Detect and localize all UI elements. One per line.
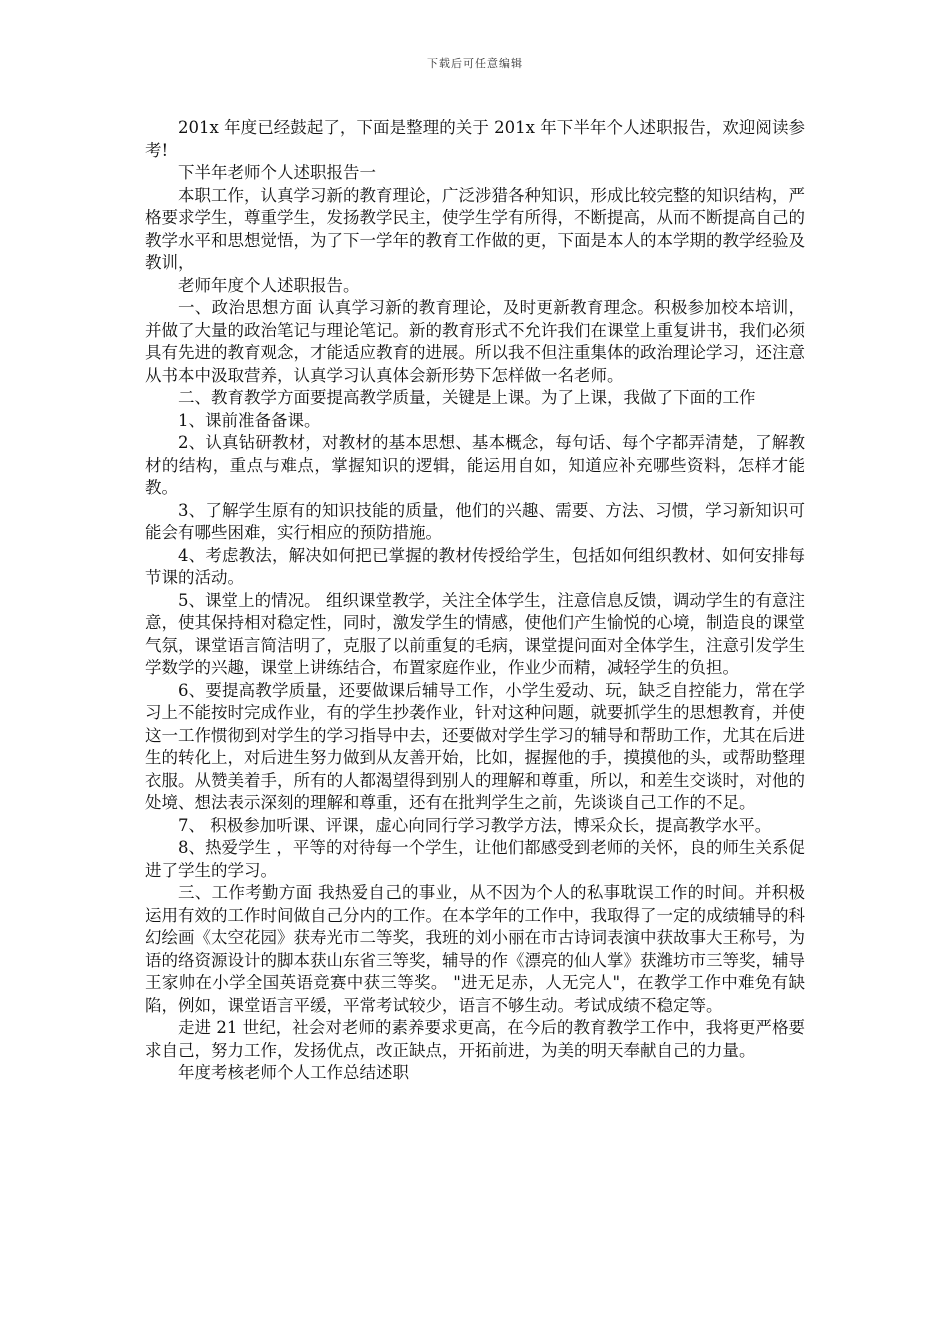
list-item: 7、 积极参加听课、评课，虚心向同行学习教学方法，博采众长，提高教学水平。 <box>178 815 772 835</box>
page-header: 下载后可任意编辑 <box>427 57 523 70</box>
body-paragraph: 走进 21 世纪，社会对老师的素养要求更高，在今后的教育教学工作中，我将更严格要求自己，努力工作，发扬优点，改正缺点，开拓前进，为美的明天奉献自己的力量。 <box>145 1018 805 1060</box>
intro-paragraph: 201x 年度已经鼓起了，下面是整理的关于 201x 年下半年个人述职报告，欢迎阅读参考! <box>145 118 805 160</box>
list-item: 3、了解学生原有的知识技能的质量，他们的兴趣、需要、方法、习惯，学习新知识可能会有哪些困难，实行相应的预防措施。 <box>145 500 805 542</box>
section-attendance: 三、工作考勤方面 我热爱自己的事业，从不因为个人的私事耽误工作的时间。并积极运用有效的工作时间做自己分内的工作。在本学年的工作中，我取得了一定的成绩辅导的科幻绘画《太空花园》获寿光市二等奖，我班的刘小丽在市古诗词表演中获故事大王称号，为语的络资源设计的脚本获山东省三等奖，辅导的作《漂亮的仙人掌》获潍坊市三等奖，辅导王家帅在小学全国英语竞赛中获三等奖。 "进无足赤，人无完人"，在教学工作中难免有缺陷，例如，课堂语言平缓，平常考试较少，语言不够生动。考试成绩不稳定等。 <box>145 883 805 1015</box>
list-item: 2、认真钻研教材，对教材的基本思想、基本概念，每句话、每个字都弄清楚，了解教材的结构，重点与难点，掌握知识的逻辑，能运用自如，知道应补充哪些资料，怎样才能教。 <box>145 433 805 497</box>
list-item: 6、要提高教学质量，还要做课后辅导工作，小学生爱动、玩，缺乏自控能力，常在学习上不能按时完成作业，有的学生抄袭作业，针对这种问题，就要抓学生的思想教育，并使这一工作惯彻到对学生的学习指导中去，还要做对学生学习的辅导和帮助工作，尤其在后进生的转化上，对后进生努力做到从友善开始，比如，握握他的手，摸摸他的头，或帮助整理衣服。从赞美着手，所有的人都渴望得到别人的理解和尊重，所以，和差生交谈时，对他的处境、想法表示深刻的理解和尊重，还有在批判学生之前，先谈谈自己工作的不足。 <box>145 680 805 812</box>
document-body <box>145 117 805 1085</box>
list-item: 4、考虑教法，解决如何把已掌握的教材传授给学生，包括如何组织教材、如何安排每节课的活动。 <box>145 545 805 587</box>
body-paragraph: 老师年度个人述职报告。 <box>178 275 360 295</box>
list-item: 1、课前准备备课。 <box>178 410 321 430</box>
section-political: 一、政治思想方面 认真学习新的教育理论，及时更新教育理念。积极参加校本培训，并做了大量的政治笔记与理论笔记。新的教育形式不允许我们在课堂上重复讲书，我们必须具有先进的教育观念，才能适应教育的进展。所以我不但注重集体的政治理论学习，还注意从书本中汲取营养，认真学习认真体会新形势下怎样做一名老师。 <box>145 298 805 385</box>
section-teaching: 二、教育教学方面要提高教学质量，关键是上课。为了上课，我做了下面的工作 <box>178 388 756 407</box>
list-item: 5、课堂上的情况。 组织课堂教学，关注全体学生，注意信息反馈，调动学生的有意注意，使其保持相对稳定性，同时，激发学生的情感，使他们产生愉悦的心境，制造良的课堂气氛，课堂语言简洁明了，克服了以前重复的毛病，课堂提问面对全体学生，注意引发学生学数学的兴趣，课堂上讲练结合，布置家庭作业，作业少而精，减轻学生的负担。 <box>145 590 805 677</box>
closing-title: 年度考核老师个人工作总结述职 <box>178 1063 409 1082</box>
body-paragraph: 本职工作，认真学习新的教育理论，广泛涉猎各种知识，形成比较完整的知识结构，严格要求学生，尊重学生，发扬教学民主，使学生学有所得，不断提高，从而不断提高自己的教学水平和思想觉悟，为了下一学年的教育工作做的更，下面是本人的本学期的教学经验及教训， <box>145 185 805 272</box>
report-title: 下半年老师个人述职报告一 <box>178 163 376 182</box>
list-item: 8、热爱学生 ，平等的对待每一个学生，让他们都感受到老师的关怀，良的师生关系促进了学生的学习。 <box>145 838 805 880</box>
